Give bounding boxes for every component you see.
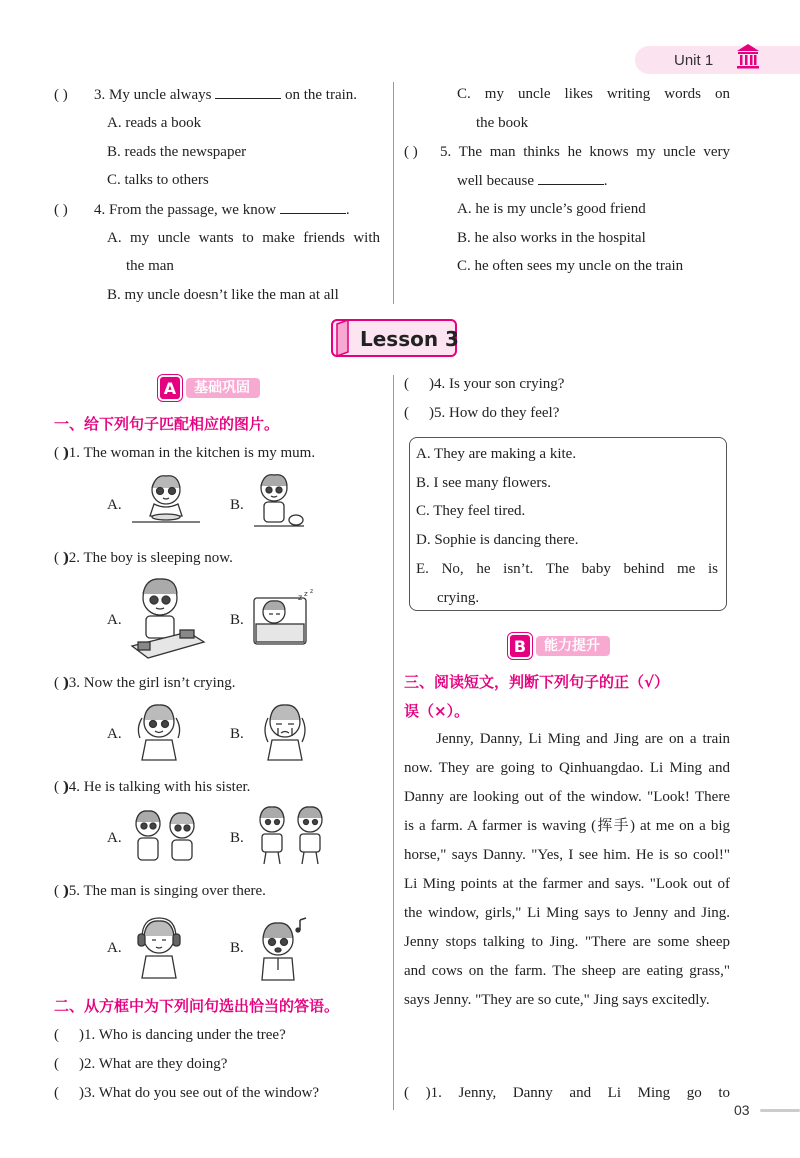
question-4: ( ) 4. From the passage, we know . [54,199,350,220]
unit-tab [635,46,800,74]
heading-3-cont: 误（×）。 [404,702,470,720]
option: B. he also works in the hospital [457,230,646,246]
pic-label-b: B. [230,612,244,628]
option-cont: the book [476,115,529,131]
option: A. reads a book [107,115,202,131]
pic-label-a: A. [107,726,122,742]
question-3: ( ) 3. My uncle always on the train. [54,84,357,105]
option-cont: the man [126,258,174,274]
unit-label: Unit 1 [674,52,714,69]
two-boys-illustration [250,800,332,868]
page-number-rule [760,1109,800,1112]
girl-smiling-illustration [130,698,188,764]
heading-2: 二、从方框中为下列问句选出恰当的答语。 [54,997,340,1015]
pic-label-b: B. [230,726,244,742]
option: C. my uncle likes writing words on [457,86,730,102]
question-5: ( )5. How do they feel? [404,405,560,421]
lesson-title: Lesson 3 [360,327,459,351]
option: B. reads the newspaper [107,144,247,160]
pic-label-b: B. [230,830,244,846]
boy-at-desk-illustration [128,572,208,662]
answer-blank[interactable] [215,84,281,99]
pic-label-a: A. [107,940,122,956]
answer-option-cont: crying. [437,590,480,606]
answer-option: B. I see many flowers. [416,475,551,491]
option: A. my uncle wants to make friends with [107,230,380,246]
answer-option: E. No, he isn’t. The baby behind me is [416,561,718,577]
answer-option: D. Sophie is dancing there. [416,532,579,548]
matching-q1: ( ))1. The woman in the kitchen is my mum. [54,445,316,461]
column-divider-bottom [393,375,394,1110]
woman-cooking-illustration [126,470,206,532]
girl-crying-illustration [256,698,314,764]
svg-text:z: z [304,590,308,598]
svg-text:z: z [298,593,303,602]
question-4: ( )4. Is your son crying? [404,376,565,392]
pic-label-a: A. [107,612,122,628]
heading-3: 三、阅读短文，判断下列句子的正（√） [404,673,670,691]
question-5-cont: well because . [457,170,608,191]
matching-q3: ( ))3. Now the girl isn’t crying. [54,675,236,691]
option: C. he often sees my uncle on the train [457,258,684,274]
option: C. talks to others [107,172,209,188]
column-divider-top [393,82,394,304]
pic-label-b: B. [230,940,244,956]
question-1: ( )1. Who is dancing under the tree? [54,1027,286,1043]
tf-question-1: ( )1. Jenny, Danny and Li Ming go to [404,1085,730,1101]
boy-and-sister-illustration [126,804,206,866]
temple-icon [735,42,761,70]
pic-label-b: B. [230,497,244,513]
reading-passage: Jenny, Danny, Li Ming and Jing are on a train now. They are going to Qinhuangdao. Li Ming and Danny are looking out of the window. "Look! There is a farm. A farmer is waving (挥手) at me on a big horse," says Danny. "Yes, I see him. He is so cool!" Li Ming points at the farmer and says. "Look out of the window, girls," Li Ming says to Jenny and Jing. Jenny stops talking to Jing. "There are some sheep and cows on the farm. The sheep are eating grass," says Jenny. "They are so cute," Jing says excitedly. [404,731,730,1008]
page-number: 03 [734,1102,750,1118]
section-a-tag: A 基础巩固 [158,377,260,399]
boy-sleeping-illustration [248,588,320,650]
answer-blank[interactable] [280,199,346,214]
pic-label-a: A. [107,497,122,513]
matching-q2: ( ))2. The boy is sleeping now. [54,550,233,566]
girl-headphones-illustration [130,912,188,982]
question-3: ( )3. What do you see out of the window? [54,1085,320,1101]
question-2: ( )2. What are they doing? [54,1056,228,1072]
pic-label-a: A. [107,830,122,846]
question-5-paren: ( ) [404,144,418,160]
answer-blank[interactable] [538,170,604,185]
heading-1: 一、给下列句子匹配相应的图片。 [54,415,280,433]
boy-singing-illustration [250,912,312,982]
svg-text:z: z [310,588,314,595]
question-5: 5. The man thinks he knows my uncle very [440,144,730,160]
matching-q5: ( ))5. The man is singing over there. [54,883,266,899]
answer-option: A. They are making a kite. [416,446,577,462]
boy-with-teapot-illustration [250,470,306,532]
section-b-tag: B 能力提升 [508,635,610,657]
option: A. he is my uncle’s good friend [457,201,646,217]
matching-q4: ( ))4. He is talking with his sister. [54,779,251,795]
answer-option: C. They feel tired. [416,503,526,519]
option: B. my uncle doesn’t like the man at all [107,287,339,303]
